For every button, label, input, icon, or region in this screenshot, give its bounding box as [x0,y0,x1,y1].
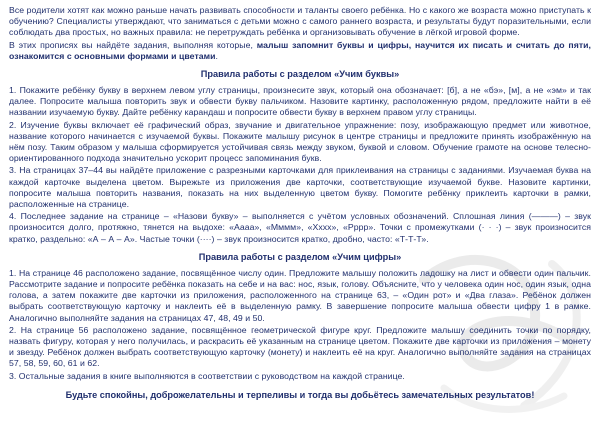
intro-paragraph: Все родители хотят как можно раньше начать развивать способности и таланты своего ребёнка. Но с какого же возраста можно приступать к обучению? Специалисты утверждают, что заниматься с детьми можно с самого раннего возраста, и результаты будут поразительными, если соблюдать два простых, но важных правила: не перетруждать ребёнка и организовывать обучение в лёгкой игровой форме. [9,5,591,38]
intro-paragraph-2 [9,40,591,62]
letters-rule-1: 1. Покажите ребёнку букву в верхнем левом углу страницы, произнесите звук, который она обозначает: [б], а не «бэ», [м], а не «эм» и так далее. Попросите малыша повторить звук и обвести букву пальчиком. Назовите картинку, расположенную рядом, предложите найти в её названии изучаемую букву. Дайте ребёнку карандаш и попросите обвести букву в верхнем правом углу страницы. [9,85,591,118]
intro2-bold-claim: малыш запомнит буквы и цифры, научится их писать и считать до пяти, ознакомится с основными формами и цветами [9,39,591,61]
letters-rule-3: 3. На страницах 37–44 вы найдёте приложение с разрезными карточками для приклеивания на страницы с заданиями. Изучаемая буква на каждой карточке выделена цветом. Вырежьте из приложения две карточки, соответствующие изучаемой букве. Назовите картинки, попросите малыша повторить названия, показать на них выделенную цветом букву. Помогите ребёнку приклеить карточки в рамки, расположенные на странице. [9,165,591,210]
numbers-rule-1: 1. На странице 46 расположено задание, посвящённое числу один. Предложите малышу положить ладошку на лист и обвести один пальчик. Рассмотрите задание и попросите ребёнка показать на себе и на вас: нос, язык, голову. Объясните, что у человека один нос, один язык, одна голова, а затем покажите две карточки из приложения, расположенного на странице 63, – «Один рот» и «Два глаза». Ребёнок должен выбрать соответствующую карточку и наклеить её в выделенную рамку. В завершение попросите малыша обвести цифру 1 в рамке. Аналогично выполняйте задания на страницах 47, 48, 49 и 50. [9,267,591,323]
intro2-lead: В этих прописях вы найдёте задания, выполняя которые, [9,39,257,50]
letters-rule-2: 2. Изучение буквы включает её графический образ, звучание и двигательное упражнение: позу, изображающую предмет или животное, название которого начинается с изучаемой буквы. Покажите малышу рисунок в центре страницы и предложите принять изображённую на нём позу. Таким образом у малыша сформируется устойчивая связь между звуком, буквой и словом. Обучение грамоте на основе телесно-ориентированного подхода значительно ускорит процесс запоминания букв. [9,119,591,164]
numbers-rule-3: 3. Остальные задания в книге выполняются в соответствии с руководством на каждой странице. [9,370,405,381]
closing-line: Будьте спокойны, доброжелательны и терпеливы и тогда вы добьётесь замечательных результатов! [65,389,535,400]
numbers-rule-2: 2. На странице 56 расположено задание, посвящённое геометрической фигуре круг. Предложите малышу соединить точки по порядку, назвать фигуру, которая у него получилась, и раскрасить её указанным на странице цветом. Покажите две карточки из приложения – монету и звезду. Ребёнок должен выбрать соответствующую карточку (монету) и наклеить её на круг. Аналогично выполняйте задания на страницах 57, 58, 59, 60, 61 и 62. [9,324,591,369]
section-numbers-heading: Правила работы с разделом «Учим цифры» [198,251,402,262]
document-content [9,5,591,401]
intro2-tail: . [215,50,218,61]
section-letters-heading: Правила работы с разделом «Учим буквы» [200,69,400,80]
letters-rule-4: 4. Последнее задание на странице – «Назови букву» – выполняется с учётом условных обозначений. Сплошная линия (———) – звук произносится долго, протяжно, тянется на выдохе: «Аааа», «Мммм», «Хххх», «Рррр». Точки с промежутками (· · ·) – звук произносится кратко, раздельно: «А – А – А». Частые точки (····) – звук произносится кратко, дробно, часто: «Т-Т-Т». [9,211,591,244]
